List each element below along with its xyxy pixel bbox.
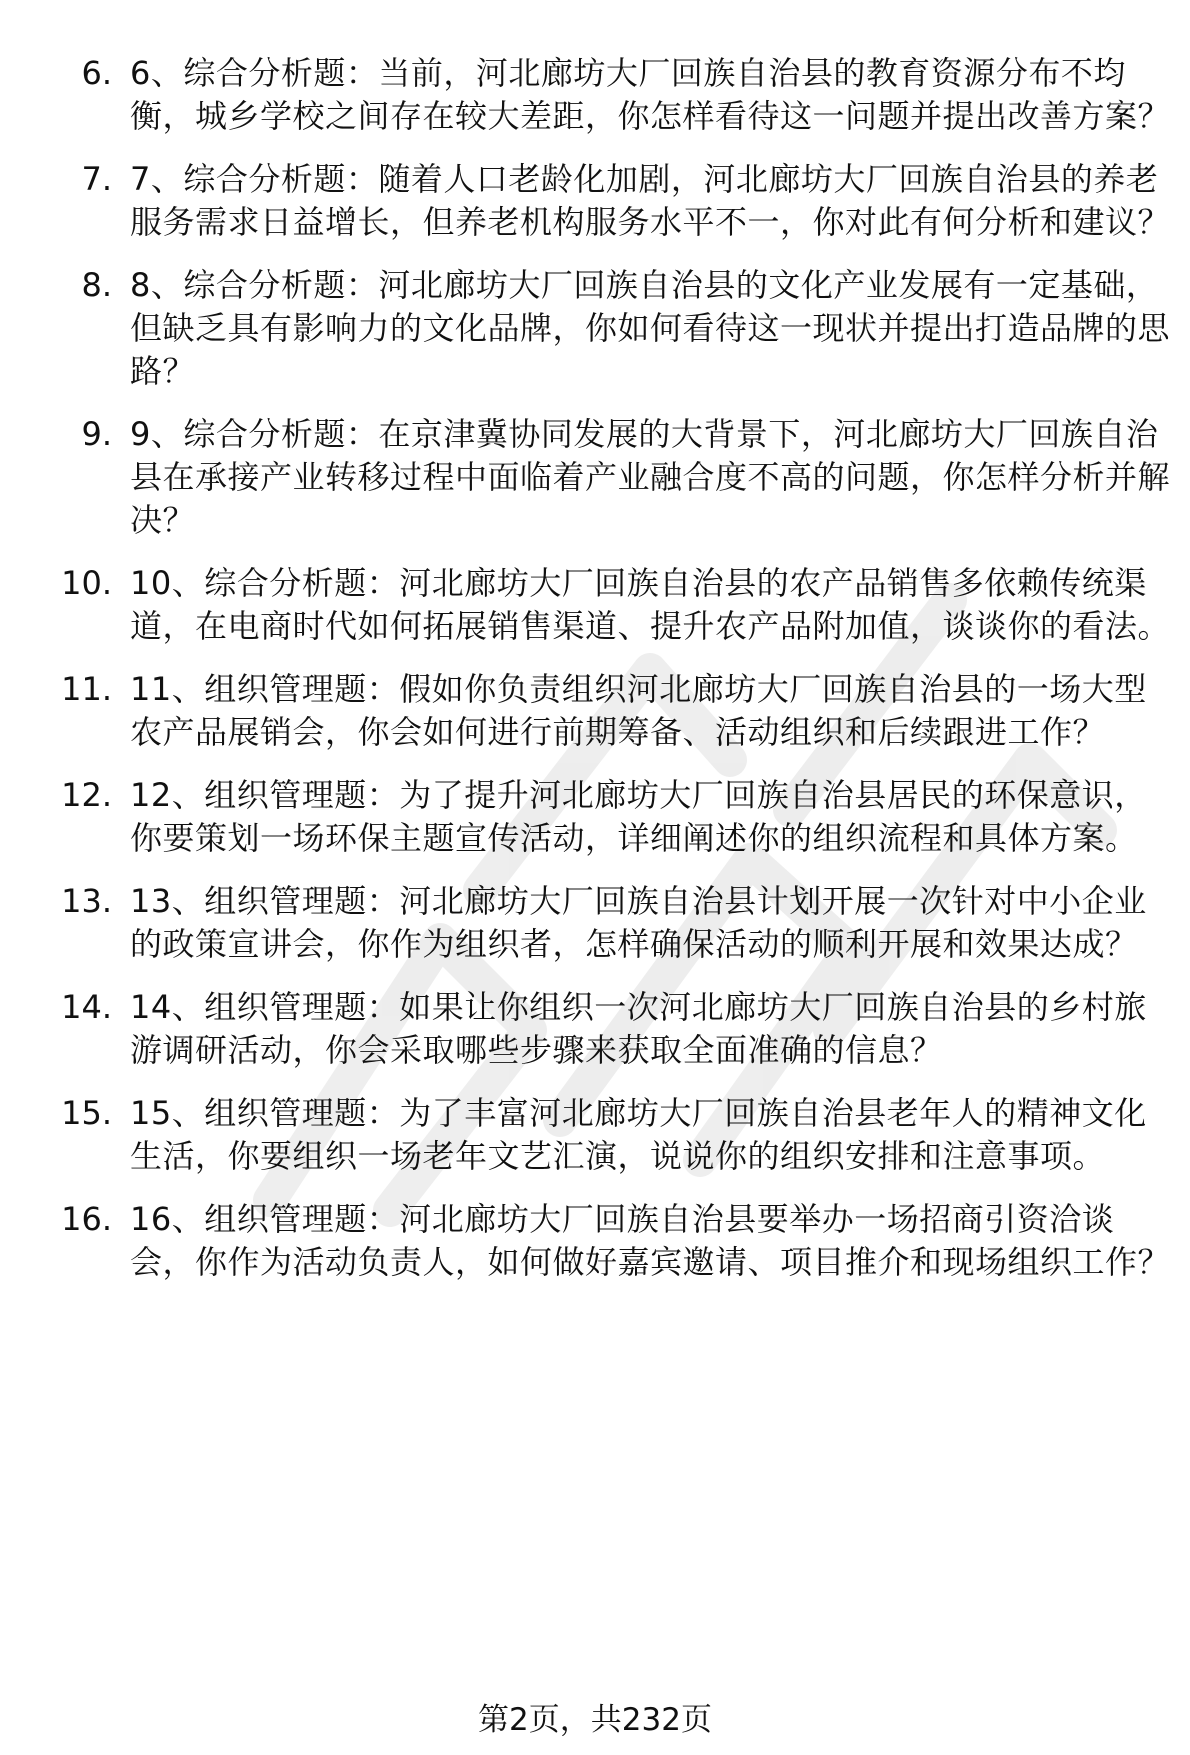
list-item [0,986,1190,1072]
list-item-text: 14、组织管理题：如果让你组织一次河北廊坊大厂回族自治县的乡村旅游调研活动，你会采取哪些步骤来获取全面准确的信息？ [130,988,1147,1069]
list-item-number: 6. [81,54,112,92]
list-item-number: 9. [81,415,112,453]
list-item-text: 8、综合分析题：河北廊坊大厂回族自治县的文化产业发展有一定基础，但缺乏具有影响力的文化品牌，你如何看待这一现状并提出打造品牌的思路？ [130,266,1171,390]
list-item [0,52,1190,138]
page-footer [0,1700,1190,1740]
list-item [0,668,1190,754]
list-item-number: 7. [81,160,112,198]
list-item [0,1198,1190,1284]
list-item-text: 6、综合分析题：当前，河北廊坊大厂回族自治县的教育资源分布不均衡，城乡学校之间存在较大差距，你怎样看待这一问题并提出改善方案？ [130,54,1171,135]
list-item-text: 11、组织管理题：假如你负责组织河北廊坊大厂回族自治县的一场大型农产品展销会，你会如何进行前期筹备、活动组织和后续跟进工作？ [130,670,1147,751]
list-item-number: 12. [61,776,112,814]
list-item [0,1092,1190,1178]
list-item [0,264,1190,393]
list-item-number: 13. [61,882,112,920]
list-item-number: 11. [61,670,112,708]
list-item [0,562,1190,648]
list-item-text: 15、组织管理题：为了丰富河北廊坊大厂回族自治县老年人的精神文化生活，你要组织一场老年文艺汇演，说说你的组织安排和注意事项。 [130,1094,1147,1175]
list-item-text: 7、综合分析题：随着人口老龄化加剧，河北廊坊大厂回族自治县的养老服务需求日益增长，但养老机构服务水平不一，你对此有何分析和建议？ [130,160,1171,241]
list-item-number: 16. [61,1200,112,1238]
list-item [0,413,1190,542]
list-item-number: 14. [61,988,112,1026]
list-item-text: 16、组织管理题：河北廊坊大厂回族自治县要举办一场招商引资洽谈会，你作为活动负责人，如何做好嘉宾邀请、项目推介和现场组织工作？ [130,1200,1171,1281]
list-item-text: 9、综合分析题：在京津冀协同发展的大背景下，河北廊坊大厂回族自治县在承接产业转移过程中面临着产业融合度不高的问题，你怎样分析并解决？ [130,415,1171,539]
list-item-number: 10. [61,564,112,602]
page-number-label: 第2页，共232页 [478,1702,712,1738]
list-item-text: 13、组织管理题：河北廊坊大厂回族自治县计划开展一次针对中小企业的政策宣讲会，你作为组织者，怎样确保活动的顺利开展和效果达成？ [130,882,1147,963]
list-item [0,880,1190,966]
list-item-text: 10、综合分析题：河北廊坊大厂回族自治县的农产品销售多依赖传统渠道，在电商时代如何拓展销售渠道、提升农产品附加值，谈谈你的看法。 [130,564,1171,645]
list-item [0,158,1190,244]
list-item-text: 12、组织管理题：为了提升河北廊坊大厂回族自治县居民的环保意识，你要策划一场环保主题宣传活动，详细阐述你的组织流程和具体方案。 [130,776,1147,857]
list-item [0,774,1190,860]
question-list [0,52,1190,1304]
list-item-number: 15. [61,1094,112,1132]
list-item-number: 8. [81,266,112,304]
